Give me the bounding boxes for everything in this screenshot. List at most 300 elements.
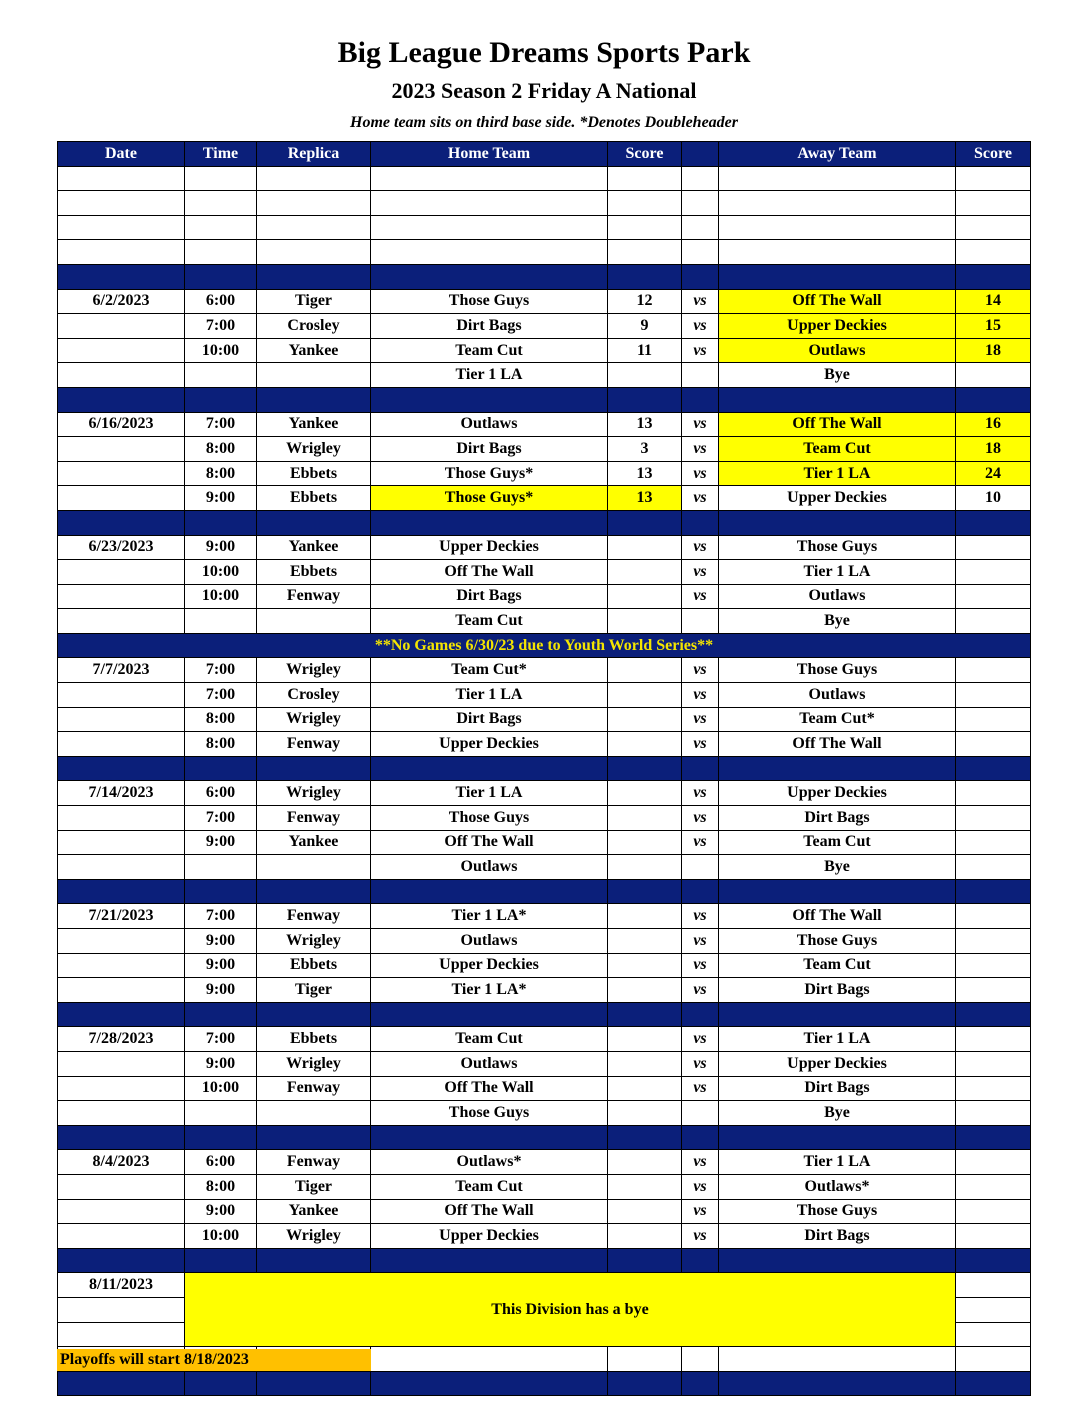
away-team-cell: Bye [719, 363, 956, 388]
separator-cell [608, 1248, 682, 1273]
date-cell: 7/21/2023 [58, 904, 185, 929]
col-header-replica: Replica [257, 142, 371, 167]
empty-cell [956, 240, 1031, 265]
separator-cell [682, 387, 719, 412]
time-cell: 10:00 [185, 1076, 257, 1101]
header-row [58, 142, 1031, 167]
vs-cell: vs [682, 1027, 719, 1052]
home-team-cell: Off The Wall [371, 1076, 608, 1101]
replica-cell: Yankee [257, 535, 371, 560]
col-header-time: Time [185, 142, 257, 167]
home-team-cell: Outlaws [371, 412, 608, 437]
home-score-cell [608, 535, 682, 560]
separator-cell [58, 1002, 185, 1027]
game-row [58, 806, 1031, 831]
time-cell: 8:00 [185, 461, 257, 486]
empty-cell [185, 215, 257, 240]
separator-cell [608, 1371, 682, 1396]
replica-cell: Wrigley [257, 437, 371, 462]
vs-cell [682, 363, 719, 388]
away-team-cell: Tier 1 LA [719, 461, 956, 486]
away-score-cell [956, 855, 1031, 880]
vs-cell: vs [682, 929, 719, 954]
replica-cell: Fenway [257, 732, 371, 757]
game-row [58, 953, 1031, 978]
time-cell: 7:00 [185, 412, 257, 437]
home-team-cell: Those Guys [371, 289, 608, 314]
date-cell [58, 806, 185, 831]
separator-cell [58, 1125, 185, 1150]
game-row [58, 1174, 1031, 1199]
date-cell [58, 338, 185, 363]
separator-cell [371, 1248, 608, 1273]
game-row [58, 830, 1031, 855]
game-row [58, 658, 1031, 683]
date-cell: 6/2/2023 [58, 289, 185, 314]
time-cell: 9:00 [185, 830, 257, 855]
separator-cell [58, 510, 185, 535]
separator-cell [608, 264, 682, 289]
time-cell: 9:00 [185, 1199, 257, 1224]
separator-cell [185, 756, 257, 781]
date-cell: 7/28/2023 [58, 1027, 185, 1052]
game-row [58, 1224, 1031, 1249]
separator-row [58, 879, 1031, 904]
vs-cell: vs [682, 289, 719, 314]
vs-cell: vs [682, 953, 719, 978]
home-team-cell: Tier 1 LA* [371, 978, 608, 1003]
away-score-cell [956, 1150, 1031, 1175]
time-cell: 10:00 [185, 338, 257, 363]
away-score-cell: 24 [956, 461, 1031, 486]
away-score-cell [956, 978, 1031, 1003]
empty-row [58, 166, 1031, 191]
away-team-cell: Outlaws [719, 338, 956, 363]
date-cell [58, 855, 185, 880]
empty-cell [682, 166, 719, 191]
away-score-cell [956, 904, 1031, 929]
empty-cell [608, 215, 682, 240]
home-score-cell [608, 658, 682, 683]
separator-cell [608, 510, 682, 535]
game-row [58, 855, 1031, 880]
col-header-home-team: Home Team [371, 142, 608, 167]
page-subtitle: 2023 Season 2 Friday A National [391, 78, 697, 103]
home-team-cell: Upper Deckies [371, 732, 608, 757]
away-score-cell [956, 609, 1031, 634]
home-score-cell: 11 [608, 338, 682, 363]
game-row [58, 314, 1031, 339]
replica-cell: Fenway [257, 806, 371, 831]
home-score-cell [608, 584, 682, 609]
away-score-cell [956, 1076, 1031, 1101]
vs-cell: vs [682, 584, 719, 609]
time-cell [185, 609, 257, 634]
away-team-cell: Upper Deckies [719, 314, 956, 339]
date-cell: 8/4/2023 [58, 1150, 185, 1175]
game-row [58, 461, 1031, 486]
page-title: Big League Dreams Sports Park [337, 36, 751, 69]
replica-cell: Yankee [257, 338, 371, 363]
vs-cell: vs [682, 461, 719, 486]
replica-cell: Tiger [257, 978, 371, 1003]
vs-cell: vs [682, 486, 719, 511]
home-score-cell [608, 855, 682, 880]
playoffs-note: Playoffs will start 8/18/2023 [57, 1349, 371, 1371]
empty-row [58, 191, 1031, 216]
home-team-cell: Outlaws [371, 855, 608, 880]
separator-cell [371, 510, 608, 535]
separator-cell [682, 510, 719, 535]
separator-cell [608, 1002, 682, 1027]
home-team-cell: Upper Deckies [371, 1224, 608, 1249]
away-team-cell: Tier 1 LA [719, 1027, 956, 1052]
empty-cell [58, 191, 185, 216]
empty-cell [58, 1297, 185, 1322]
separator-cell [956, 387, 1031, 412]
away-team-cell: Those Guys [719, 1199, 956, 1224]
game-row [58, 707, 1031, 732]
home-score-cell: 12 [608, 289, 682, 314]
separator-cell [371, 1002, 608, 1027]
empty-cell [608, 1347, 682, 1372]
home-team-cell: Outlaws* [371, 1150, 608, 1175]
vs-cell: vs [682, 658, 719, 683]
empty-cell [682, 1347, 719, 1372]
game-row [58, 1027, 1031, 1052]
empty-cell [371, 1347, 608, 1372]
vs-cell: vs [682, 806, 719, 831]
home-team-cell: Outlaws [371, 1051, 608, 1076]
replica-cell: Crosley [257, 683, 371, 708]
vs-cell: vs [682, 1051, 719, 1076]
empty-row [58, 215, 1031, 240]
home-team-cell: Off The Wall [371, 830, 608, 855]
separator-cell [956, 1125, 1031, 1150]
separator-cell [719, 1002, 956, 1027]
empty-cell [956, 215, 1031, 240]
home-team-cell: Dirt Bags [371, 584, 608, 609]
date-cell [58, 1199, 185, 1224]
time-cell: 9:00 [185, 929, 257, 954]
vs-cell: vs [682, 535, 719, 560]
empty-cell [719, 240, 956, 265]
away-score-cell [956, 1224, 1031, 1249]
separator-cell [682, 756, 719, 781]
home-score-cell [608, 904, 682, 929]
empty-cell [719, 166, 956, 191]
separator-row [58, 510, 1031, 535]
separator-cell [371, 1371, 608, 1396]
away-team-cell: Upper Deckies [719, 1051, 956, 1076]
empty-cell [257, 240, 371, 265]
game-row [58, 437, 1031, 462]
replica-cell [257, 855, 371, 880]
empty-cell [58, 215, 185, 240]
bye-week-row [58, 1273, 1031, 1298]
date-cell [58, 314, 185, 339]
home-score-cell [608, 683, 682, 708]
separator-cell [58, 756, 185, 781]
game-row [58, 486, 1031, 511]
time-cell [185, 855, 257, 880]
replica-cell: Fenway [257, 584, 371, 609]
separator-cell [257, 510, 371, 535]
away-team-cell: Those Guys [719, 535, 956, 560]
separator-row [58, 1002, 1031, 1027]
replica-cell: Wrigley [257, 781, 371, 806]
home-team-cell: Tier 1 LA* [371, 904, 608, 929]
time-cell: 7:00 [185, 314, 257, 339]
away-score-cell: 15 [956, 314, 1031, 339]
home-team-cell: Off The Wall [371, 560, 608, 585]
home-score-cell [608, 1174, 682, 1199]
separator-cell [956, 879, 1031, 904]
separator-cell [58, 387, 185, 412]
away-score-cell [956, 732, 1031, 757]
separator-cell [58, 879, 185, 904]
home-score-cell [608, 1027, 682, 1052]
empty-cell [719, 215, 956, 240]
home-team-cell: Tier 1 LA [371, 781, 608, 806]
replica-cell: Fenway [257, 1076, 371, 1101]
empty-cell [257, 191, 371, 216]
away-team-cell: Team Cut [719, 830, 956, 855]
away-team-cell: Bye [719, 1101, 956, 1126]
home-score-cell [608, 1076, 682, 1101]
separator-cell [58, 264, 185, 289]
away-score-cell: 10 [956, 486, 1031, 511]
away-team-cell: Dirt Bags [719, 1224, 956, 1249]
empty-cell [682, 215, 719, 240]
separator-cell [257, 879, 371, 904]
replica-cell: Yankee [257, 412, 371, 437]
separator-cell [257, 1002, 371, 1027]
time-cell: 9:00 [185, 953, 257, 978]
separator-cell [719, 879, 956, 904]
time-cell: 8:00 [185, 707, 257, 732]
away-score-cell [956, 781, 1031, 806]
home-score-cell [608, 929, 682, 954]
time-cell: 8:00 [185, 437, 257, 462]
home-team-cell: Those Guys* [371, 486, 608, 511]
home-team-cell: Upper Deckies [371, 953, 608, 978]
home-score-cell: 13 [608, 461, 682, 486]
home-score-cell: 13 [608, 412, 682, 437]
empty-cell [956, 1322, 1031, 1347]
game-row [58, 781, 1031, 806]
away-team-cell: Off The Wall [719, 412, 956, 437]
away-team-cell: Bye [719, 609, 956, 634]
separator-cell [185, 879, 257, 904]
home-team-cell: Team Cut [371, 338, 608, 363]
vs-cell: vs [682, 904, 719, 929]
home-score-cell [608, 1051, 682, 1076]
separator-cell [371, 264, 608, 289]
home-team-cell: Upper Deckies [371, 535, 608, 560]
game-row [58, 412, 1031, 437]
separator-cell [682, 1002, 719, 1027]
separator-cell [257, 1248, 371, 1273]
time-cell: 7:00 [185, 904, 257, 929]
separator-cell [719, 756, 956, 781]
separator-cell [956, 1371, 1031, 1396]
replica-cell: Crosley [257, 314, 371, 339]
col-header-away-team: Away Team [719, 142, 956, 167]
header-note: Home team sits on third base side. *Denotes Doubleheader [350, 114, 738, 131]
vs-cell [682, 1101, 719, 1126]
game-row [58, 732, 1031, 757]
away-score-cell [956, 683, 1031, 708]
vs-cell: vs [682, 1199, 719, 1224]
away-team-cell: Off The Wall [719, 732, 956, 757]
away-team-cell: Those Guys [719, 929, 956, 954]
separator-cell [371, 879, 608, 904]
separator-cell [719, 510, 956, 535]
home-team-cell: Team Cut [371, 1174, 608, 1199]
home-score-cell [608, 707, 682, 732]
time-cell: 6:00 [185, 1150, 257, 1175]
date-cell [58, 683, 185, 708]
time-cell: 9:00 [185, 535, 257, 560]
vs-cell: vs [682, 707, 719, 732]
separator-cell [608, 756, 682, 781]
empty-cell [956, 1347, 1031, 1372]
game-row [58, 1076, 1031, 1101]
away-team-cell: Tier 1 LA [719, 560, 956, 585]
away-team-cell: Off The Wall [719, 289, 956, 314]
away-score-cell [956, 1174, 1031, 1199]
away-team-cell: Outlaws [719, 584, 956, 609]
separator-row [58, 1371, 1031, 1396]
vs-cell: vs [682, 1076, 719, 1101]
separator-row [58, 387, 1031, 412]
game-row [58, 535, 1031, 560]
empty-cell [257, 215, 371, 240]
separator-cell [257, 387, 371, 412]
away-score-cell: 18 [956, 437, 1031, 462]
separator-cell [371, 387, 608, 412]
empty-cell [371, 166, 608, 191]
separator-cell [719, 1125, 956, 1150]
home-team-cell: Team Cut* [371, 658, 608, 683]
separator-cell [608, 879, 682, 904]
empty-cell [682, 191, 719, 216]
separator-cell [185, 1002, 257, 1027]
away-score-cell [956, 363, 1031, 388]
vs-cell: vs [682, 338, 719, 363]
empty-cell [371, 215, 608, 240]
home-score-cell [608, 1199, 682, 1224]
separator-cell [58, 1248, 185, 1273]
separator-cell [956, 264, 1031, 289]
separator-row [58, 1125, 1031, 1150]
vs-cell: vs [682, 830, 719, 855]
away-score-cell: 16 [956, 412, 1031, 437]
away-team-cell: Those Guys [719, 658, 956, 683]
empty-cell [608, 191, 682, 216]
vs-cell: vs [682, 732, 719, 757]
replica-cell: Wrigley [257, 658, 371, 683]
date-cell [58, 486, 185, 511]
replica-cell: Ebbets [257, 560, 371, 585]
home-score-cell [608, 978, 682, 1003]
time-cell [185, 363, 257, 388]
date-cell [58, 461, 185, 486]
date-cell [58, 953, 185, 978]
home-score-cell [608, 1224, 682, 1249]
game-row [58, 560, 1031, 585]
replica-cell: Wrigley [257, 707, 371, 732]
date-cell [58, 732, 185, 757]
home-score-cell [608, 560, 682, 585]
replica-cell: Yankee [257, 1199, 371, 1224]
time-cell: 7:00 [185, 1027, 257, 1052]
time-cell: 7:00 [185, 683, 257, 708]
vs-cell: vs [682, 1224, 719, 1249]
notice-row [58, 633, 1031, 658]
date-cell: 7/14/2023 [58, 781, 185, 806]
date-cell [58, 609, 185, 634]
separator-row [58, 1248, 1031, 1273]
empty-cell [608, 240, 682, 265]
col-header-date: Date [58, 142, 185, 167]
away-score-cell [956, 806, 1031, 831]
away-score-cell [956, 1027, 1031, 1052]
empty-cell [371, 240, 608, 265]
time-cell: 6:00 [185, 781, 257, 806]
division-bye-notice: This Division has a bye [185, 1273, 956, 1347]
vs-cell: vs [682, 412, 719, 437]
separator-cell [956, 510, 1031, 535]
empty-cell [58, 240, 185, 265]
empty-cell [185, 240, 257, 265]
home-team-cell: Outlaws [371, 929, 608, 954]
vs-cell: vs [682, 978, 719, 1003]
game-row [58, 1051, 1031, 1076]
away-score-cell [956, 953, 1031, 978]
away-score-cell [956, 929, 1031, 954]
date-cell: 8/11/2023 [58, 1273, 185, 1298]
separator-cell [956, 1248, 1031, 1273]
home-score-cell [608, 830, 682, 855]
away-team-cell: Team Cut [719, 953, 956, 978]
away-team-cell: Upper Deckies [719, 486, 956, 511]
replica-cell: Ebbets [257, 461, 371, 486]
home-team-cell: Dirt Bags [371, 707, 608, 732]
replica-cell [257, 363, 371, 388]
vs-cell: vs [682, 1174, 719, 1199]
empty-cell [608, 166, 682, 191]
empty-cell [956, 1297, 1031, 1322]
separator-cell [257, 1371, 371, 1396]
no-games-notice: **No Games 6/30/23 due to Youth World Series** [58, 633, 1031, 658]
time-cell: 9:00 [185, 978, 257, 1003]
replica-cell: Wrigley [257, 1224, 371, 1249]
away-team-cell: Dirt Bags [719, 978, 956, 1003]
replica-cell: Wrigley [257, 929, 371, 954]
separator-cell [682, 264, 719, 289]
replica-cell: Tiger [257, 289, 371, 314]
home-score-cell: 3 [608, 437, 682, 462]
separator-cell [257, 264, 371, 289]
date-cell [58, 707, 185, 732]
replica-cell: Ebbets [257, 1027, 371, 1052]
time-cell: 8:00 [185, 732, 257, 757]
separator-cell [185, 387, 257, 412]
time-cell: 9:00 [185, 486, 257, 511]
game-row [58, 904, 1031, 929]
